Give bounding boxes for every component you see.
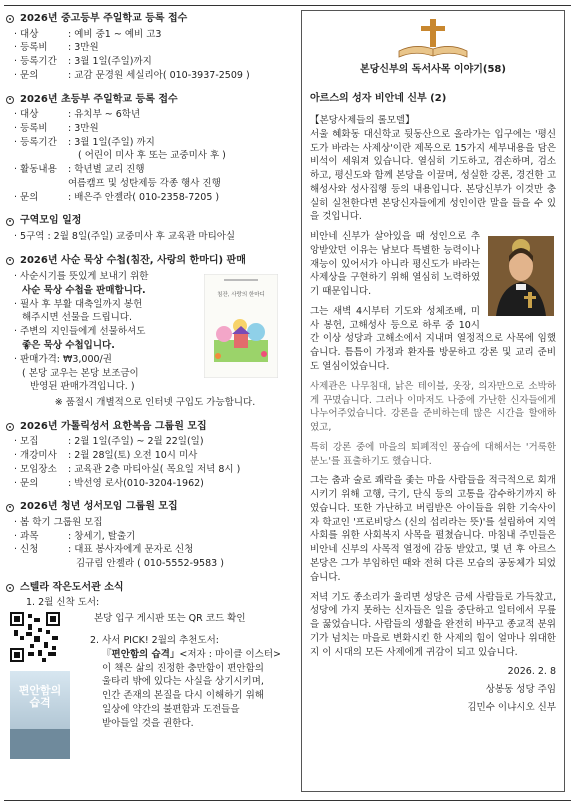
section-title: 스텔라 작은도서관 소식 [20, 581, 124, 593]
section-title: 2026년 초등부 주일학교 등록 접수 [20, 93, 178, 105]
section-library: 스텔라 작은도서관 소식 1. 2월 신착 도서: 편안함의 습격 본당 입구 게시판 또는 QR 코드 확인 2. 사서 PICK! 2월의 추천도서: 『편안함의 습격」<저자 : 마이클 이스터> 이 책은 삶의 진정한 충만함이 편안함의 울타리 밖에 있다는 사실을 상기시키며, 인간 존재의 본질을 다시 이해하기 위해 일상에 약간의 불편함과 도전들을 받아들일 것을 권한다. [6, 581, 294, 759]
section-lent-booklet: 2026년 사순 묵상 수첩(침잔, 사랑의 한마디) 판매 · 사순시기를 뜻있게 보내기 위한 사순 묵상 수첩을 판매합니다. · 필사 후 부활 대축일까지 봉헌 해주시면 선물을 드립니다. · 주변의 지인들에게 선물하셔도 좋은 묵상 수첩입니다. · 판매가격: ₩3,000/권 ( 본당 교우는 본당 보조금이 반영된 판매가격입니다. ) 침잔, 사랑의 한마디 ※ 품절시 개별적으로 인터넷 구입도 가능합니다. [6, 254, 294, 410]
circle-bullet-icon [6, 257, 14, 265]
paragraph: 특히 강론 중에 마을의 퇴폐적인 풍습에 대해서는 '거룩한 분노'를 표출하기도 했습니다. [310, 441, 556, 467]
paragraph: 그는 새벽 4시부터 기도와 성체조배, 미사 봉헌, 고해성사 등으로 하루 중 10시간 이상 성당과 고해소에서 지내며 열정적으로 사목에 임했습니다. 틈틈이 가정과 환자를 방문하고 강론 및 교리 준비도 열심이었습니다. [310, 305, 556, 373]
portrait-icon [488, 236, 554, 316]
pastor-column: 본당신부의 독서사목 이야기(58) 아르스의 성자 비안네 신부 (2) 【본당사제들의 롤모델】 서울 혜화동 대신학교 뒷동산으로 올라가는 입구에는 '평신도가 바라는 사제상'이란 제목으로 15가지 세부내용을 담은 비석이 세워져 있습니다. 열심히 기도하고, 겸손하며, 검소하고, 평신도와 함께 본당을 이끌며, 성실한 강론, 경건한 고해성사와 성사집행 등의 내용입니다. 본당신부가 이것만 충실히 실천한다면 본당신자들에게 성인이란 말을 들을 수 있을 것입니다. 비안네 신부가 살아있을 때 성인으로 추앙받았던 이유는 남보다 특별한 능력이나 재능이 있어서가 아니라 평신도가 바라는 사제상을 구현하기 위해 열심히 노력하였기 때문입니다. 그는 새벽 4시부터 기도와 성체조배, 미사 봉헌, 고해성사 등으로 하루 중 10시간 이상 성당과 고해소에서 지내며 열정적으로 사목에 임했습니다. 틈틈이 가정과 환자를 방문하고 강론 및 교리 준비도 열심이었습니다. 사제관은 나무침대, 낡은 테이블, 옷장, 의자만으로 소박하게 꾸몄습니다. 그러나 이마저도 나중에 가난한 신자들에게 나누어주었습니다. 강론을 준비하는데 많은 시간을 할애하였고, 특히 강론 중에 마을의 퇴폐적인 풍습에 대해서는 '거룩한 분노'를 표출하기도 했습니다. 그는 춤과 술로 쾌락을 좇는 마을 사람들을 적극적으로 회개시키기 위해 고행, 극기, 단식 등의 고통을 감수하기까지 하였습니다. 또한 가난하고 버림받은 아이들을 위한 기숙사이자 학교인 '프로비당스 (신의 섭리라는 뜻)'를 설립하여 지역사회를 위한 사회복지 사목을 펼쳤습니다. 마침내 주민들은 비안네 신부의 사목적 열정에 감동 받았고, 몇 년 후 아르스 본당은 그가 부임하던 때와 전혀 다른 모습의 공동체가 되었습니다. 저녁 기도 종소리가 울리면 성당은 금세 사람들로 가득찼고, 성당에 가지 못하는 신자들은 일을 중단하고 일터에서 무릎을 꿇었습니다. 사람들의 생활을 완전히 바꾸고 종교적 분위기가 넘치는 마을로 변화시킨 한 사제의 힘이 얼마나 위대한 지 이 시대의 모든 사제에게 귀감이 되고 있습니다. 2026. 2. 8 상봉동 성당 주임 김민수 이냐시오 신부 [301, 10, 565, 792]
section-title: 2026년 청년 성서모임 그룹원 모집 [20, 501, 178, 513]
paragraph: 그는 춤과 술로 쾌락을 좇는 마을 사람들을 적극적으로 회개시키기 위해 고행, 극기, 단식 등의 고통을 감수하기까지 하였습니다. 또한 가난하고 버림받은 아이들을 위한 기숙사이자 학교인 '프로비당스 (신의 섭리라는 뜻)'를 설립하여 지역사회를 위한 사회복지 사목을 펼쳤습니다. 마침내 주민들은 비안네 신부의 사목적 열정에 감동 받았고, 몇 년 후 아르스 본당은 그가 부임하던 때와 전혀 다른 모습의 공동체가 되었습니다. [310, 475, 556, 583]
booklet-cover-image: 침잔, 사랑의 한마디 [204, 274, 278, 378]
priest-name: 김민수 이냐시오 신부 [467, 701, 556, 713]
saint-portrait [488, 236, 554, 316]
section-highschool: 2026년 중고등부 주일학교 등록 접수 · 대상 : 예비 중1 ~ 예비 고3 · 등록비 : 3만원 · 등록기간 : 3월 1일(주일)까지 · 문의 : 교감 문경원 세실리아( 010-3937-2509 ) [6, 12, 294, 83]
bottom-rule [4, 800, 571, 801]
booklet-illustration-icon [204, 274, 278, 378]
circle-bullet-icon [6, 584, 14, 592]
section-title: 2026년 사순 묵상 수첩(침잔, 사랑의 한마디) 판매 [20, 254, 246, 266]
paragraph: 비안네 신부가 살아있을 때 성인으로 추앙받았던 이유는 남보다 특별한 능력이나 재능이 있어서가 아니라 평신도가 바라는 사제상을 구현하기 위해 열심히 노력하였기 때문입니다. [310, 231, 480, 298]
section-elementary: 2026년 초등부 주일학교 등록 접수 · 대상 : 유치부 ~ 6학년 · 등록비 : 3만원 · 등록기간 : 3월 1일(주일) 까지 ( 어린이 미사 후 또는 교중미사 후 ) · 활동내용 : 학년별 교리 진행 여름캠프 및 성탄제등 각종 행사 진행 · 문의 : 배은주 안젤라( 010-2358-7205 ) [6, 93, 294, 205]
qr-code-icon[interactable] [10, 612, 60, 662]
circle-bullet-icon [6, 423, 14, 431]
circle-bullet-icon [6, 504, 14, 512]
section-bible-group: 2026년 가톨릭성서 요한복음 그룹원 모집 · 모집 : 2월 1일(주일) ~ 2월 22일(일) · 개강미사 : 2월 28일(토) 오전 10시 미사 · 모임장소 : 교육관 2층 마티아실( 목요일 저녁 8시 ) · 문의 : 박선영 로사(010-3204-1962) [6, 420, 294, 491]
cross-book-logo [310, 17, 556, 61]
book-cover-image: 편안함의 습격 [10, 671, 70, 759]
section-district-meeting: 구역모임 일정 · 5구역 : 2월 8일(주일) 교중미사 후 교육관 마티아실 [6, 214, 294, 243]
date: 2026. 2. 8 [507, 666, 556, 678]
top-rule [4, 5, 571, 6]
left-column [6, 12, 294, 796]
section-title: 2026년 중고등부 주일학교 등록 접수 [20, 13, 188, 24]
circle-bullet-icon [6, 15, 14, 23]
cross-book-icon [393, 17, 473, 61]
section-youth-bible: 2026년 청년 성서모임 그룹원 모집 · 봄 학기 그룹원 모집 · 과목 : 창세기, 탈출기 · 신청 : 대표 봉사자에게 문자로 신청 김규림 안젤라 ( 010-5552-9583 ) [6, 500, 294, 571]
section-title: 2026년 가톨릭성서 요한복음 그룹원 모집 [20, 420, 207, 432]
paragraph: 저녁 기도 종소리가 울리면 성당은 금세 사람들로 가득찼고, 성당에 가지 못하는 신자들은 일을 중단하고 일터에서 무릎을 꿇었습니다. 사람들의 생활을 완전히 바꾸고 종교적 분위기가 넘치는 마을로 변화시킨 한 사제의 힘이 얼마나 위대한 지 이 시대의 모든 사제에게 귀감이 되고 있습니다. [310, 591, 556, 658]
paragraph: 서울 혜화동 대신학교 뒷동산으로 올라가는 입구에는 '평신도가 바라는 사제상'이란 제목으로 15가지 세부내용을 담은 비석이 세워져 있습니다. 열심히 기도하고, 겸손하며, 검소하고, 평신도와 함께 본당을 이끌며, 성실한 강론, 경건한 고해성사와 성사집행 등의 내용입니다. 본당신부가 이것만 충실히 실천한다면 본당신자들에게 성인이란 말을 들을 수 있을 것입니다. [310, 128, 556, 223]
circle-bullet-icon [6, 218, 14, 226]
column-subtitle: 아르스의 성자 비안네 신부 (2) [310, 92, 447, 104]
circle-bullet-icon [6, 96, 14, 104]
parish-name: 상봉동 성당 주임 [485, 684, 556, 696]
section-title: 구역모임 일정 [20, 215, 82, 227]
column-title: 본당신부의 독서사목 이야기(58) [360, 64, 506, 75]
paragraph: 사제관은 나무침대, 낡은 테이블, 옷장, 의자만으로 소박하게 꾸몄습니다. 그러나 이마저도 나중에 가난한 신자들에게 나누어주었습니다. 강론을 준비하는데 많은 시간을 할애하였고, [310, 380, 556, 434]
